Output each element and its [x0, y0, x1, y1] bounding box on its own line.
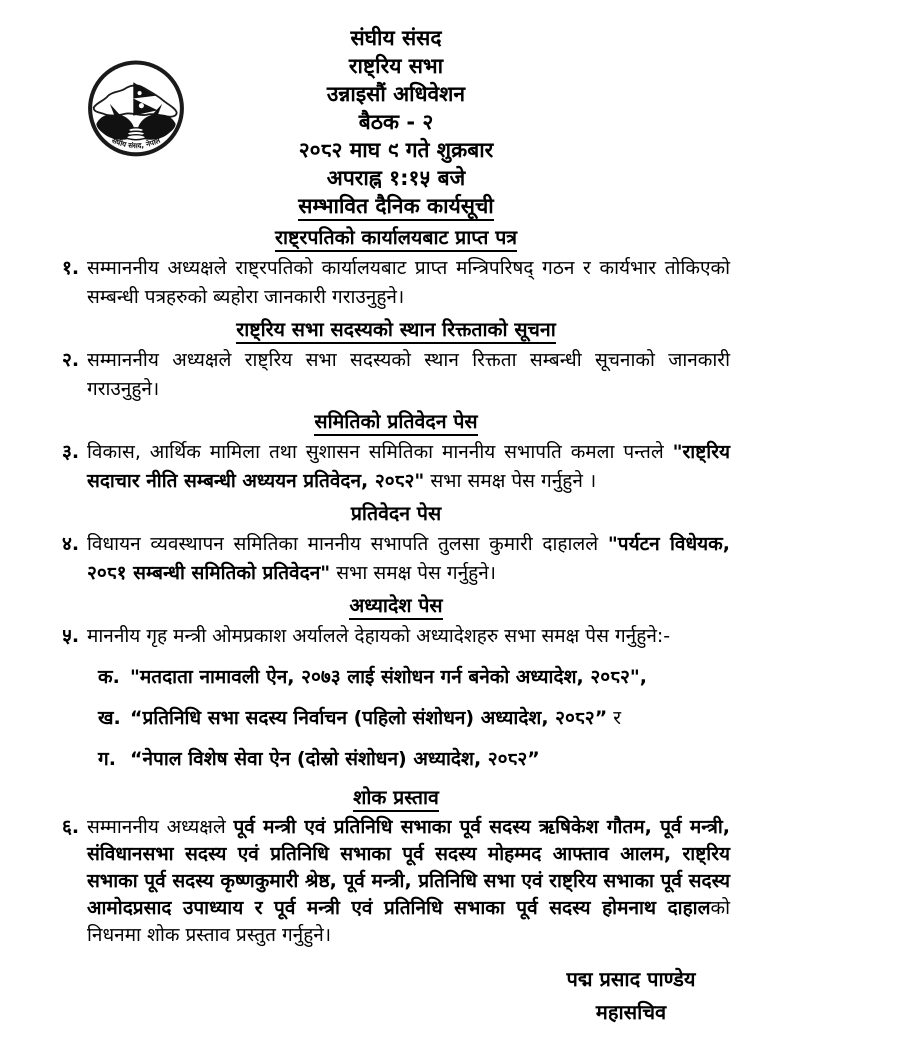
session-name: उन्नाइसौं अधिवेशन: [326, 82, 466, 106]
ordinance-item-kha: [98, 704, 730, 733]
logo-caption: संघीय संसद, नेपाल: [110, 135, 162, 151]
meeting-number: बैठक - २: [358, 110, 434, 134]
report-title: "राष्ट्रिय सदाचार नीति सम्बन्धी अध्ययन प्रतिवेदन, २०८२": [87, 441, 730, 492]
ordinance-title: "मतदाता नामावली ऐन, २०७३ लाई संशोधन गर्न बनेको अध्यादेश, २०८२",: [130, 666, 647, 688]
item-number: १.: [62, 257, 80, 279]
item-number: ३.: [62, 441, 80, 463]
deceased-members: पूर्व मन्त्री एवं प्रतिनिधि सभाका पूर्व सदस्य ऋषिकेश गौतम, पूर्व मन्त्री, संविधानसभा सदस्य एवं प्रतिनिधि सभाका पूर्व सदस्य मोहम्मद आफ्ताव आलम, राष्ट्रिय सभाका पूर्व सदस्य कृष्णकुमारी श्रेष्ठ, पूर्व मन्त्री, प्रतिनिधि सभा एवं राष्ट्रिय सभाका पूर्व सदस्य आमोदप्रसाद उपाध्याय र पूर्व मन्त्री एवं प्रतिनिधि सभाका पूर्व सदस्य होमनाथ दाहाल: [87, 816, 730, 919]
item-run: सम्माननीय अध्यक्षले राष्ट्रिय सभा सदस्यको स्थान रिक्तता सम्बन्धी सूचनाको जानकारी गराउनुहुने।: [87, 349, 730, 400]
agenda-item-2: [62, 346, 730, 404]
ordinance-title: “नेपाल विशेष सेवा ऐन (दोस्रो संशोधन) अध्यादेश, २०८२”: [130, 748, 540, 770]
house-name: राष्ट्रिय सभा: [348, 54, 444, 78]
meeting-date: २०८२ माघ ९ गते शुक्रबार: [298, 138, 494, 162]
item-text: [87, 622, 730, 651]
section-heading-text: राष्ट्रिय सभा सदस्यको स्थान रिक्तताको सूचना: [236, 318, 556, 344]
section-heading-text: समितिको प्रतिवेदन पेस: [314, 410, 477, 436]
section-heading-text: प्रतिवेदन पेस: [350, 502, 442, 525]
item-text: [87, 254, 730, 312]
sub-item-letter: ग.: [98, 748, 116, 770]
item-text: [87, 530, 730, 588]
signature-block: [532, 963, 730, 1029]
section-heading-text: अध्यादेश पेस: [349, 594, 442, 620]
section-heading-committee-report: [62, 410, 730, 434]
item-number: ४.: [62, 533, 80, 555]
item-number: ५.: [62, 625, 80, 647]
meeting-time: अपराह्न १:१५ बजे: [326, 166, 466, 190]
item-number: २.: [62, 349, 80, 371]
item-run: को निधनमा शोक प्रस्ताव प्रस्तुत गर्नुहुने।: [87, 897, 730, 946]
ordinance-item-ga: [98, 745, 730, 774]
org-name: संघीय संसद: [350, 26, 442, 50]
item-text: [87, 814, 730, 949]
sub-item-text: [130, 745, 730, 774]
section-heading-condolence: [62, 786, 730, 810]
item-run: सभा समक्ष पेस गर्नुहुने ।: [424, 470, 597, 492]
agenda-item-3: [62, 438, 730, 496]
sub-item-letter: क.: [98, 666, 120, 688]
report-title: "पर्यटन विधेयक, २०८१ सम्बन्धी समितिको प्रतिवेदन": [87, 533, 730, 584]
item-run: विकास, आर्थिक मामिला तथा सुशासन समितिका माननीय सभापति कमला पन्तले: [87, 441, 673, 463]
agenda-title: सम्भावित दैनिक कार्यसूची: [298, 194, 494, 221]
section-heading-text: राष्ट्रपतिको कार्यालयबाट प्राप्त पत्र: [275, 226, 517, 252]
agenda-item-4: [62, 530, 730, 588]
section-heading-text: शोक प्रस्ताव: [353, 786, 439, 812]
item-run: सम्माननीय अध्यक्षले राष्ट्रपतिको कार्यालयबाट प्राप्त मन्त्रिपरिषद् गठन र कार्यभार तोकिएको सम्बन्धी पत्रहरुको ब्यहोरा जानकारी गराउनुहुने।: [87, 257, 730, 308]
section-heading-report: [62, 502, 730, 526]
document-header: [62, 24, 730, 220]
section-heading-vacancy-notice: [62, 318, 730, 342]
ordinance-item-ka: [98, 663, 730, 692]
item-run: सम्माननीय अध्यक्षले: [87, 816, 234, 838]
item-number: ६.: [62, 816, 80, 838]
agenda-item-1: [62, 254, 730, 312]
sub-item-text: [130, 704, 730, 733]
ordinance-title: “प्रतिनिधि सभा सदस्य निर्वाचन (पहिलो संशोधन) अध्यादेश, २०८२”: [130, 707, 608, 729]
signatory-title: महासचिव: [595, 1000, 667, 1024]
item-run: र: [607, 707, 621, 729]
section-heading-president-letter: [62, 226, 730, 250]
item-run: सभा समक्ष पेस गर्नुहुने।: [330, 562, 496, 584]
section-heading-ordinance: [62, 594, 730, 618]
document-content: [62, 0, 730, 1029]
sub-item-text: [130, 663, 730, 692]
agenda-item-5: [62, 622, 730, 651]
agenda-item-6: [62, 814, 730, 949]
signatory-name: पद्म प्रसाद पाण्डेय: [566, 967, 696, 991]
item-run: माननीय गृह मन्त्री ओमप्रकाश अर्यालले देहायको अध्यादेशहरु सभा समक्ष पेस गर्नुहुने:-: [87, 625, 671, 647]
item-text: [87, 438, 730, 496]
sub-item-letter: ख.: [98, 707, 121, 729]
item-run: विधायन व्यवस्थापन समितिका माननीय सभापति तुलसा कुमारी दाहालले: [87, 533, 608, 555]
item-text: [87, 346, 730, 404]
